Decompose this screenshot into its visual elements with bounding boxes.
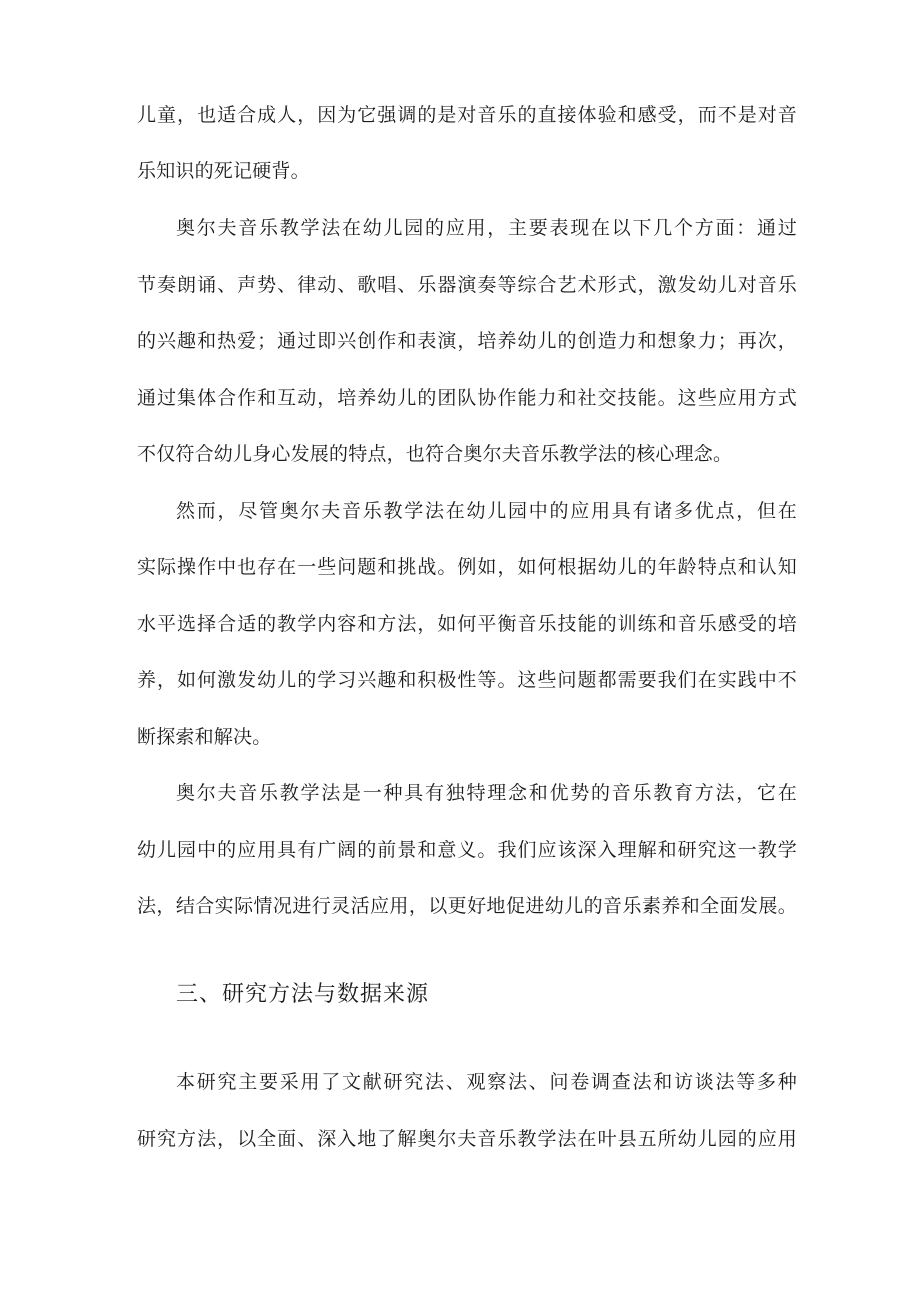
paragraph-2-line-5: 不仅符合幼儿身心发展的特点，也符合奥尔夫音乐教学法的核心理念。	[137, 443, 733, 465]
paragraph-4-line-3: 法，结合实际情况进行灵活应用，以更好地促进幼儿的音乐素养和全面发展。	[137, 895, 797, 917]
paragraph-1-line-2: 乐知识的死记硬背。	[137, 160, 310, 182]
paragraph-2-line-2: 节奏朗诵、声势、律动、歌唱、乐器演奏等综合艺术形式，激发幼儿对音乐	[137, 274, 797, 296]
section-heading: 三、研究方法与数据来源	[176, 982, 430, 1007]
paragraph-2-line-1: 奥尔夫音乐教学法在幼儿园的应用，主要表现在以下几个方面：通过	[176, 217, 797, 239]
paragraph-3-line-4: 养，如何激发幼儿的学习兴趣和积极性等。这些问题都需要我们在实践中不	[137, 669, 797, 691]
paragraph-3-line-3: 水平选择合适的教学内容和方法，如何平衡音乐技能的训练和音乐感受的培	[137, 613, 797, 635]
paragraph-3-line-1: 然而，尽管奥尔夫音乐教学法在幼儿园中的应用具有诸多优点，但在	[176, 500, 797, 522]
section-paragraph-line-1: 本研究主要采用了文献研究法、观察法、问卷调查法和访谈法等多种	[176, 1071, 797, 1093]
paragraph-2-line-3: 的兴趣和热爱；通过即兴创作和表演，培养幼儿的创造力和想象力；再次，	[137, 330, 797, 352]
section-paragraph-line-2: 研究方法，以全面、深入地了解奥尔夫音乐教学法在叶县五所幼儿园的应用	[137, 1128, 797, 1150]
paragraph-4-line-1: 奥尔夫音乐教学法是一种具有独特理念和优势的音乐教育方法，它在	[176, 782, 797, 804]
paragraph-4-line-2: 幼儿园中的应用具有广阔的前景和意义。我们应该深入理解和研究这一教学	[137, 839, 797, 861]
paragraph-1-line-1: 儿童，也适合成人，因为它强调的是对音乐的直接体验和感受，而不是对音	[137, 104, 797, 126]
paragraph-2-line-4: 通过集体合作和互动，培养幼儿的团队协作能力和社交技能。这些应用方式	[137, 387, 797, 409]
paragraph-3-line-2: 实际操作中也存在一些问题和挑战。例如，如何根据幼儿的年龄特点和认知	[137, 556, 797, 578]
paragraph-3-line-5: 断探索和解决。	[137, 726, 272, 748]
